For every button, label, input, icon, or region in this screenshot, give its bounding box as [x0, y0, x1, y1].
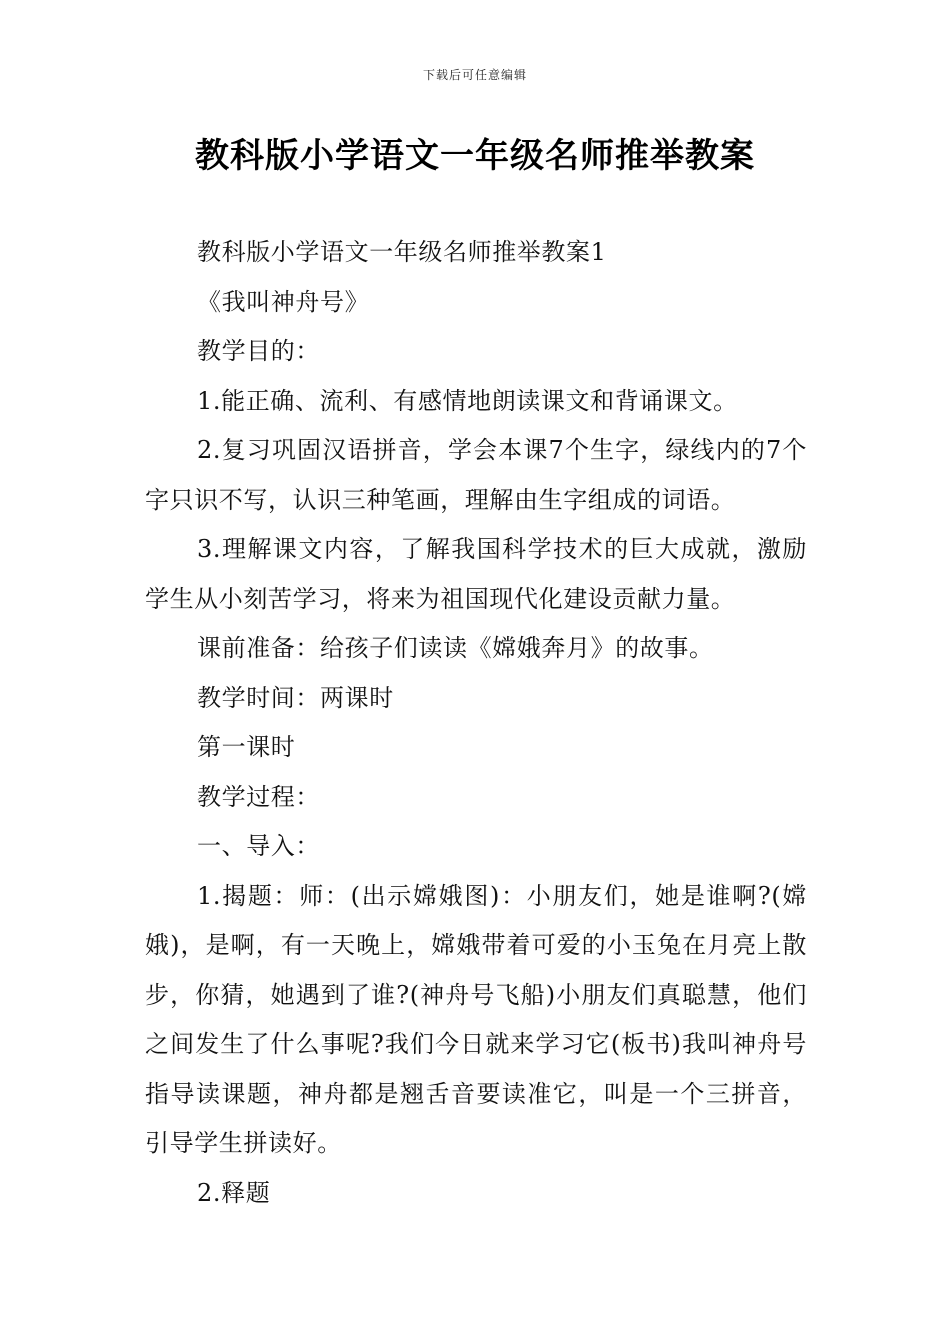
paragraph-first-lesson: 第一课时 — [197, 733, 296, 761]
paragraph-objective-1: 1.能正确、流利、有感情地朗读课文和背诵课文。 — [197, 386, 738, 415]
paragraph-preparation: 课前准备：给孩子们读读《嫦娥奔月》的故事。 — [197, 634, 714, 662]
paragraph-intro-step-2: 2.释题 — [197, 1178, 271, 1207]
paragraph-objectives-heading: 教学目的： — [197, 337, 320, 365]
paragraph-subtitle: 教科版小学语文一年级名师推举教案1 — [197, 238, 607, 266]
document-title: 教科版小学语文一年级名师推举教案 — [195, 136, 755, 176]
paragraph-lesson-name: 《我叫神舟号》 — [197, 287, 370, 316]
paragraph-teaching-time: 教学时间：两课时 — [197, 683, 394, 712]
paragraph-intro-step-1: 1.揭题：师：(出示嫦娥图)：小朋友们，她是谁啊?(嫦娥)，是啊，有一天晚上，嫦娥带着可爱的小玉兔在月亮上散步，你猜，她遇到了谁?(神舟号飞船)小朋友们真聪慧，他们之间发生了什么事呢?我们今日就来学习它(板书)我叫神舟号指导读课题，神舟都是翘舌音要读准它，叫是一个三拼音，引导学生拼读好。 — [145, 881, 807, 1157]
paragraph-objective-2: 2.复习巩固汉语拼音，学会本课7个生字，绿线内的7个字只识不写，认识三种笔画，理解由生字组成的词语。 — [145, 436, 807, 514]
paragraph-objective-3: 3.理解课文内容，了解我国科学技术的巨大成就，激励学生从小刻苦学习，将来为祖国现代化建设贡献力量。 — [145, 535, 807, 613]
header-note: 下载后可任意编辑 — [422, 68, 527, 82]
document-body — [145, 228, 807, 1218]
paragraph-process-heading: 教学过程： — [197, 782, 320, 811]
paragraph-intro-heading: 一、导入： — [197, 832, 320, 860]
